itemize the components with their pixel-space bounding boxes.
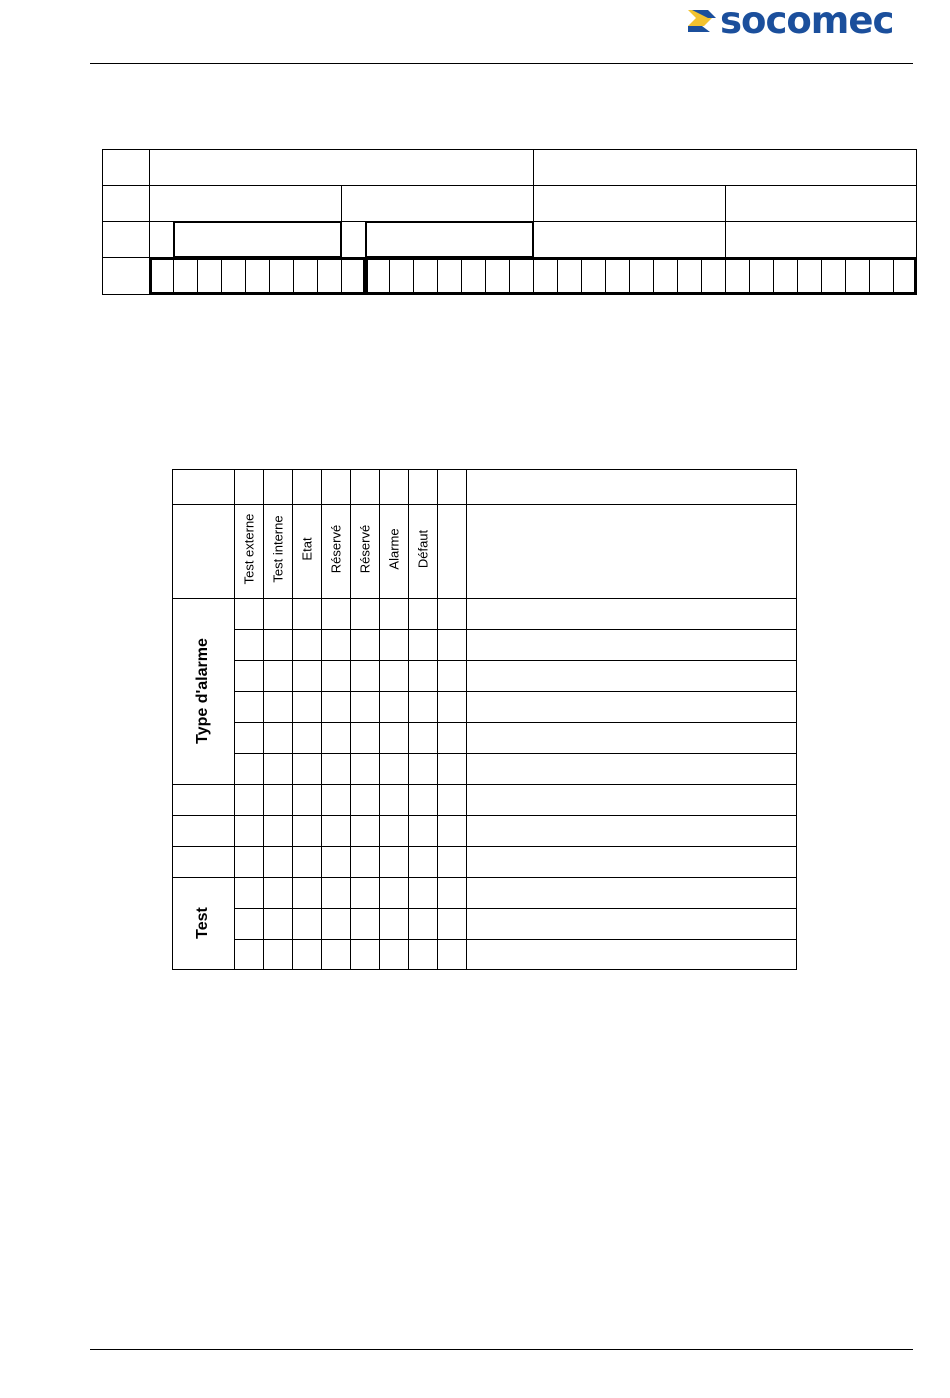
alarm-bit-cell bbox=[263, 469, 293, 505]
alarm-bit-cell bbox=[321, 722, 351, 754]
alarm-description-cell bbox=[466, 691, 797, 723]
alarm-bit-cell bbox=[379, 753, 409, 785]
alarm-bit-cell bbox=[234, 660, 264, 692]
alarm-bit-cell bbox=[321, 629, 351, 661]
alarm-bit-cell bbox=[321, 815, 351, 847]
alarm-bit-cell bbox=[408, 629, 438, 661]
register-nibble-cell bbox=[149, 221, 174, 258]
alarm-bit-cell bbox=[263, 846, 293, 878]
register-nibble-cell bbox=[533, 221, 726, 258]
alarm-description-cell bbox=[466, 908, 797, 940]
alarm-bit-cell bbox=[408, 908, 438, 940]
alarm-description-cell bbox=[466, 469, 797, 505]
alarm-bit-cell bbox=[234, 784, 264, 816]
alarm-description-cell bbox=[466, 784, 797, 816]
alarm-bit-cell bbox=[379, 908, 409, 940]
header-divider bbox=[90, 63, 913, 64]
socomec-logo-icon bbox=[688, 4, 718, 38]
alarm-bit-cell bbox=[350, 722, 380, 754]
alarm-bit-cell bbox=[234, 722, 264, 754]
col-header-etat: Etat bbox=[299, 537, 314, 561]
alarm-bit-cell bbox=[234, 504, 264, 599]
alarm-bit-cell bbox=[263, 877, 293, 909]
col-header-reserve-2: Réservé bbox=[357, 524, 372, 574]
alarm-bit-cell bbox=[379, 504, 409, 599]
alarm-bit-cell bbox=[263, 598, 293, 630]
alarm-bit-cell bbox=[234, 469, 264, 505]
alarm-bit-cell bbox=[321, 753, 351, 785]
alarm-bit-cell bbox=[350, 629, 380, 661]
col-header-alarme: Alarme bbox=[386, 528, 401, 570]
alarm-bit-cell bbox=[408, 691, 438, 723]
alarm-bit-cell bbox=[292, 722, 322, 754]
alarm-description-cell bbox=[466, 598, 797, 630]
alarm-bit-cell bbox=[437, 939, 467, 970]
alarm-bit-cell bbox=[408, 722, 438, 754]
alarm-bit-cell bbox=[234, 939, 264, 970]
alarm-bit-cell bbox=[234, 691, 264, 723]
alarm-bit-cell bbox=[263, 784, 293, 816]
alarm-bit-cell bbox=[437, 691, 467, 723]
register-bit-table bbox=[102, 149, 917, 294]
alarm-bit-cell bbox=[437, 784, 467, 816]
alarm-bit-cell bbox=[292, 629, 322, 661]
col-header-defaut: Défaut bbox=[415, 529, 430, 569]
alarm-description-cell bbox=[466, 660, 797, 692]
alarm-label-cell bbox=[172, 784, 235, 816]
alarm-bit-cell bbox=[379, 660, 409, 692]
col-header-test-externe: Test externe bbox=[241, 513, 256, 585]
alarm-bit-cell bbox=[321, 846, 351, 878]
alarm-bit-cell bbox=[379, 815, 409, 847]
alarm-bit-cell bbox=[321, 691, 351, 723]
alarm-bit-cell bbox=[350, 469, 380, 505]
register-row-label-cell bbox=[102, 221, 150, 258]
alarm-description-cell bbox=[466, 629, 797, 661]
register-nibble-cell bbox=[725, 221, 917, 258]
alarm-bit-cell bbox=[437, 753, 467, 785]
alarm-description-cell bbox=[466, 815, 797, 847]
alarm-bit-cell bbox=[437, 598, 467, 630]
alarm-table bbox=[172, 469, 797, 969]
register-word-cell bbox=[533, 149, 917, 186]
alarm-bit-cell bbox=[234, 598, 264, 630]
alarm-bit-cell bbox=[379, 722, 409, 754]
row-group-type-alarme-cell bbox=[172, 598, 235, 785]
alarm-bit-cell bbox=[292, 691, 322, 723]
alarm-bit-cell bbox=[350, 753, 380, 785]
socomec-logo bbox=[688, 0, 910, 42]
alarm-bit-cell bbox=[350, 846, 380, 878]
alarm-bit-cell bbox=[321, 784, 351, 816]
alarm-bit-cell bbox=[263, 504, 293, 599]
row-group-type-alarme: Type d'alarme bbox=[194, 638, 211, 744]
alarm-bit-cell bbox=[321, 469, 351, 505]
alarm-description-cell bbox=[466, 939, 797, 970]
alarm-description-cell bbox=[466, 846, 797, 878]
alarm-bit-cell bbox=[234, 877, 264, 909]
alarm-bit-cell bbox=[292, 784, 322, 816]
alarm-label-cell bbox=[172, 815, 235, 847]
register-row-label-cell bbox=[102, 257, 150, 295]
alarm-bit-cell bbox=[350, 877, 380, 909]
alarm-bit-cell bbox=[292, 660, 322, 692]
register-byte-cell bbox=[341, 185, 534, 222]
register-nibble-cell bbox=[365, 221, 534, 258]
alarm-bit-cell bbox=[437, 629, 467, 661]
alarm-bit-cell bbox=[437, 815, 467, 847]
alarm-bit-cell bbox=[408, 877, 438, 909]
alarm-bit-cell bbox=[379, 939, 409, 970]
alarm-bit-cell bbox=[292, 598, 322, 630]
alarm-bit-cell bbox=[234, 815, 264, 847]
col-header-reserve-1: Réservé bbox=[328, 524, 343, 574]
register-row-label-cell bbox=[102, 149, 150, 186]
alarm-bit-cell bbox=[263, 722, 293, 754]
alarm-bit-cell bbox=[292, 939, 322, 970]
col-header-test-interne: Test interne bbox=[270, 515, 285, 583]
register-byte-cell bbox=[149, 185, 342, 222]
alarm-bit-cell bbox=[437, 877, 467, 909]
row-group-test: Test bbox=[194, 907, 211, 939]
alarm-bit-cell bbox=[263, 753, 293, 785]
alarm-bit-cell bbox=[350, 660, 380, 692]
alarm-bit-cell bbox=[350, 598, 380, 630]
alarm-bit-cell bbox=[321, 504, 351, 599]
alarm-bit-cell bbox=[437, 908, 467, 940]
alarm-bit-cell bbox=[263, 660, 293, 692]
alarm-bit-cell bbox=[437, 722, 467, 754]
alarm-bit-cell bbox=[408, 504, 438, 599]
alarm-bit-cell bbox=[263, 629, 293, 661]
alarm-bit-cell bbox=[379, 598, 409, 630]
alarm-bit-cell bbox=[292, 877, 322, 909]
alarm-bit-cell bbox=[408, 469, 438, 505]
register-row-label-cell bbox=[102, 185, 150, 222]
alarm-bit-cell bbox=[408, 660, 438, 692]
alarm-bit-cell bbox=[350, 939, 380, 970]
alarm-description-cell bbox=[466, 753, 797, 785]
alarm-bit-cell bbox=[408, 815, 438, 847]
alarm-label-cell bbox=[172, 469, 235, 505]
alarm-bit-cell bbox=[408, 753, 438, 785]
register-word-cell bbox=[149, 149, 534, 186]
alarm-label-cell bbox=[172, 846, 235, 878]
alarm-bit-cell bbox=[321, 598, 351, 630]
register-bit-group-outline bbox=[365, 257, 917, 295]
alarm-bit-cell bbox=[292, 908, 322, 940]
alarm-bit-cell bbox=[292, 504, 322, 599]
register-nibble-cell bbox=[341, 221, 366, 258]
alarm-bit-cell bbox=[292, 469, 322, 505]
alarm-bit-cell bbox=[350, 815, 380, 847]
alarm-bit-cell bbox=[321, 877, 351, 909]
alarm-bit-cell bbox=[234, 753, 264, 785]
alarm-bit-cell bbox=[408, 598, 438, 630]
alarm-bit-cell bbox=[408, 784, 438, 816]
register-nibble-cell bbox=[173, 221, 342, 258]
alarm-bit-cell bbox=[379, 691, 409, 723]
alarm-bit-cell bbox=[234, 846, 264, 878]
brand-name: socomec bbox=[720, 0, 894, 42]
alarm-bit-cell bbox=[263, 691, 293, 723]
alarm-bit-cell bbox=[437, 846, 467, 878]
register-byte-cell bbox=[533, 185, 726, 222]
alarm-bit-cell bbox=[408, 846, 438, 878]
alarm-bit-cell bbox=[263, 908, 293, 940]
alarm-bit-cell bbox=[321, 939, 351, 970]
alarm-bit-cell bbox=[379, 629, 409, 661]
alarm-bit-cell bbox=[292, 815, 322, 847]
alarm-bit-cell bbox=[263, 939, 293, 970]
alarm-bit-cell bbox=[263, 815, 293, 847]
alarm-bit-cell bbox=[350, 504, 380, 599]
alarm-label-cell bbox=[172, 504, 235, 599]
alarm-bit-cell bbox=[350, 691, 380, 723]
alarm-bit-cell bbox=[292, 753, 322, 785]
alarm-bit-cell bbox=[350, 784, 380, 816]
alarm-bit-cell bbox=[437, 504, 467, 599]
alarm-description-cell bbox=[466, 722, 797, 754]
alarm-bit-cell bbox=[379, 784, 409, 816]
alarm-bit-cell bbox=[408, 939, 438, 970]
alarm-bit-cell bbox=[234, 908, 264, 940]
alarm-bit-cell bbox=[437, 469, 467, 505]
register-bit-group-outline bbox=[149, 257, 366, 295]
alarm-bit-cell bbox=[234, 629, 264, 661]
register-byte-cell bbox=[725, 185, 917, 222]
alarm-bit-cell bbox=[321, 908, 351, 940]
alarm-bit-cell bbox=[350, 908, 380, 940]
footer-divider bbox=[90, 1349, 913, 1350]
alarm-bit-cell bbox=[379, 846, 409, 878]
row-group-test-cell bbox=[172, 877, 235, 970]
alarm-bit-cell bbox=[379, 469, 409, 505]
alarm-bit-cell bbox=[292, 846, 322, 878]
alarm-bit-cell bbox=[437, 660, 467, 692]
alarm-bit-cell bbox=[321, 660, 351, 692]
alarm-description-cell bbox=[466, 877, 797, 909]
alarm-description-cell bbox=[466, 504, 797, 599]
alarm-bit-cell bbox=[379, 877, 409, 909]
